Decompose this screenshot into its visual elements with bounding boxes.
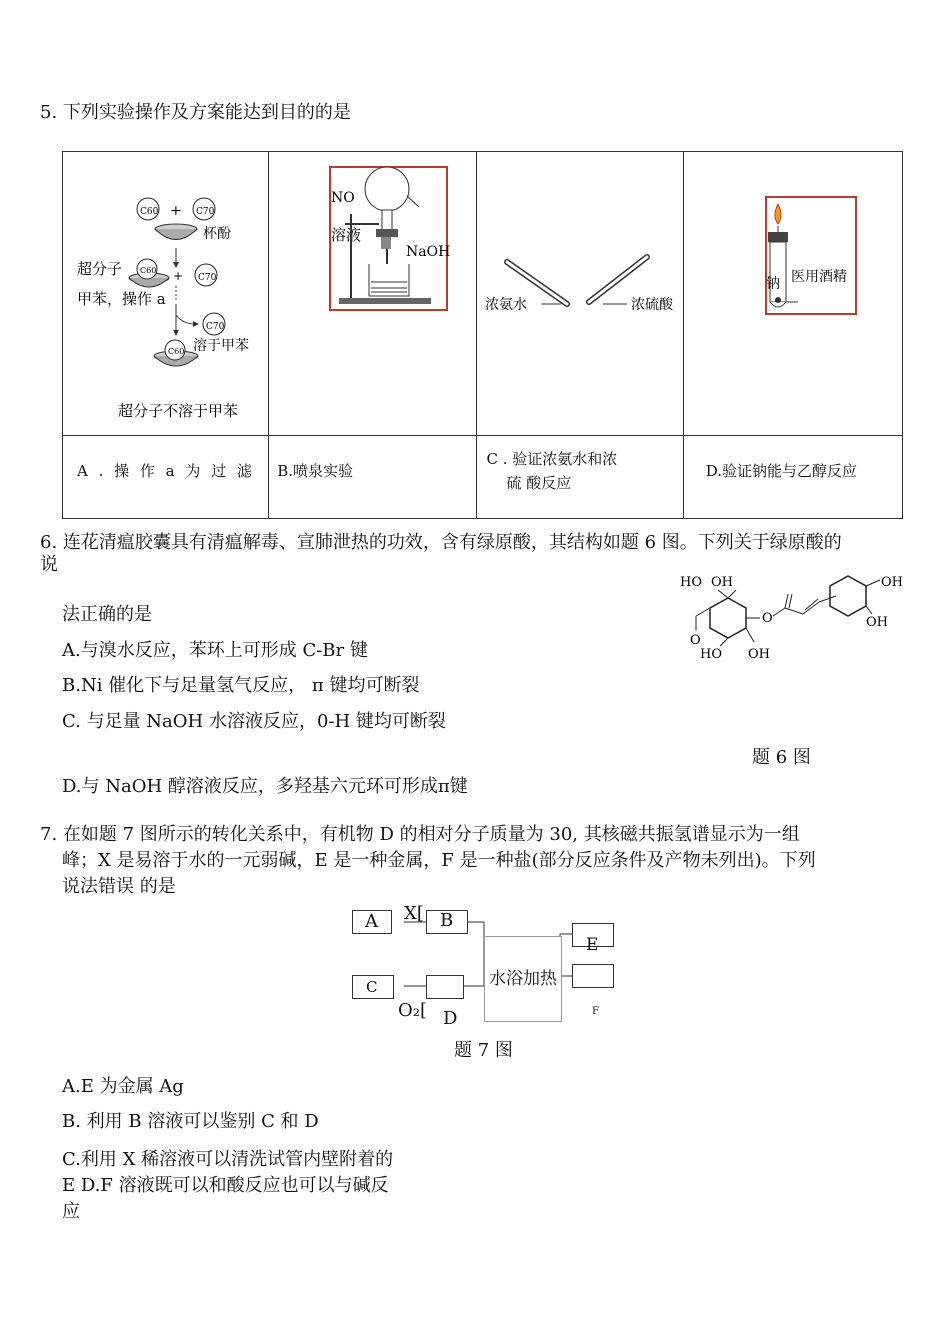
- q6-stem-3: 法正确的是: [62, 604, 152, 625]
- cell-b-label: [269, 436, 476, 519]
- toluene-label: 甲苯，操作 a: [77, 290, 166, 308]
- dissolve-label: 溶于甲苯: [193, 338, 249, 354]
- q6-stem-2: 说: [40, 554, 58, 575]
- acid-label: 浓硫酸: [630, 297, 673, 313]
- q5-stem: 5. 下列实验操作及方案能达到目的的是: [40, 102, 351, 123]
- plus-sign: +: [170, 203, 182, 219]
- q6-option-b: B.Ni 催化下与足量氢气反应， π 键均可断裂: [62, 675, 420, 696]
- option-b-text: B.喷泉实验: [277, 462, 354, 480]
- box-a-label: A: [365, 911, 378, 932]
- q7-stem-3: 说法错误 的是: [62, 876, 176, 897]
- supramolecule-separation-figure: [63, 152, 269, 435]
- svg-text:C70: C70: [198, 273, 217, 283]
- reagent-o2-label: O₂[: [398, 1000, 427, 1021]
- cell-a-figure: [63, 152, 269, 436]
- ammonia-acid-figure: [477, 152, 684, 435]
- q6-stem-1: 6. 连花清瘟胶囊具有清瘟解毒、宣肺泄热的功效，含有绿原酸，其结构如题 6 图。下列关于绿原酸的: [40, 532, 842, 553]
- c70-label: C70: [196, 207, 215, 217]
- box-f-label: F: [592, 1006, 599, 1017]
- q7-option-b: B. 利用 B 溶液可以鉴别 C 和 D: [62, 1111, 319, 1132]
- cell-c-label: [476, 436, 683, 519]
- chlorogenic-acid-structure: [676, 568, 916, 662]
- insoluble-label: 超分子不溶于甲苯: [118, 402, 239, 420]
- cell-d-figure: [683, 152, 902, 436]
- sodium-ethanol-figure: [684, 152, 903, 435]
- cell-a-label: [63, 436, 269, 519]
- box-b-label: B: [440, 910, 454, 931]
- naoh-label: NaOH: [406, 244, 451, 260]
- q7-stem-2: 峰；X 是易溶于水的一元弱碱，E 是一种金属，F 是一种盐(部分反应条件及产物未列出)。下列: [62, 850, 816, 871]
- q7-option-a: A.E 为金属 Ag: [62, 1076, 184, 1097]
- alcohol-label: 医用酒精: [790, 269, 847, 285]
- fountain-experiment-figure: [269, 152, 476, 435]
- svg-text:C60: C60: [168, 347, 185, 356]
- box-e-label: E: [586, 935, 599, 955]
- box-d: [426, 975, 464, 999]
- q6-option-a: A.与溴水反应，苯环上可形成 C-Br 键: [62, 640, 368, 661]
- struct-ho-2: HO: [700, 647, 722, 662]
- q6-caption: 题 6 图: [752, 747, 811, 768]
- sodium-label: 钠: [765, 276, 780, 292]
- no-label: NO: [331, 190, 355, 206]
- struct-oh-2: OH: [881, 575, 903, 590]
- svg-text:+: +: [173, 269, 184, 283]
- q7-option-c: C.利用 X 稀溶液可以清洗试管内壁附着的: [62, 1149, 394, 1170]
- box-c-label: C: [366, 978, 378, 996]
- experiment-table: [62, 151, 903, 519]
- q6-option-d: D.与 NaOH 醇溶液反应，多羟基六元环可形成π键: [62, 776, 468, 797]
- option-c-text-2: 硫 酸反应: [506, 474, 572, 492]
- option-c-text-1: C . 验证浓氨水和浓: [486, 450, 618, 468]
- struct-ho-1: HO: [680, 575, 702, 590]
- svg-text:C60: C60: [140, 266, 157, 275]
- option-a-text: A . 操 作 a 为 过 滤: [77, 462, 255, 480]
- box-d-label: D: [443, 1008, 458, 1029]
- svg-text:C70: C70: [206, 322, 225, 332]
- struct-o-1: O: [690, 633, 701, 648]
- reagent-x-label: X[: [404, 903, 424, 924]
- cell-d-label: [683, 436, 902, 519]
- q7-caption: 题 7 图: [454, 1040, 513, 1061]
- struct-oh-1: OH: [711, 575, 733, 590]
- supra-label: 超分子: [77, 260, 123, 278]
- cell-c-figure: [476, 152, 683, 436]
- q7-option-d-cont: 应: [62, 1201, 80, 1222]
- q7-stem-1: 7. 在如题 7 图所示的转化关系中，有机物 D 的相对分子质量为 30, 其核磁共振氢谱显示为一组: [40, 824, 800, 845]
- q7-option-d: E D.F 溶液既可以和酸反应也可以与碱反: [62, 1175, 389, 1196]
- struct-o-2: O: [762, 611, 773, 626]
- ammonia-label: 浓氨水: [484, 297, 527, 313]
- struct-oh-4: OH: [748, 647, 770, 662]
- box-f: [572, 964, 614, 988]
- cell-b-figure: [269, 152, 476, 436]
- struct-oh-3: OH: [866, 615, 888, 630]
- c60-label: C60: [140, 207, 159, 217]
- option-d-text: D.验证钠能与乙醇反应: [705, 462, 858, 480]
- heating-label: 水浴加热: [489, 969, 557, 989]
- solution-label: 溶液: [331, 226, 362, 244]
- q6-option-c: C. 与足量 NaOH 水溶液反应，0-H 键均可断裂: [62, 711, 446, 732]
- cup-label: 杯酚: [203, 226, 231, 242]
